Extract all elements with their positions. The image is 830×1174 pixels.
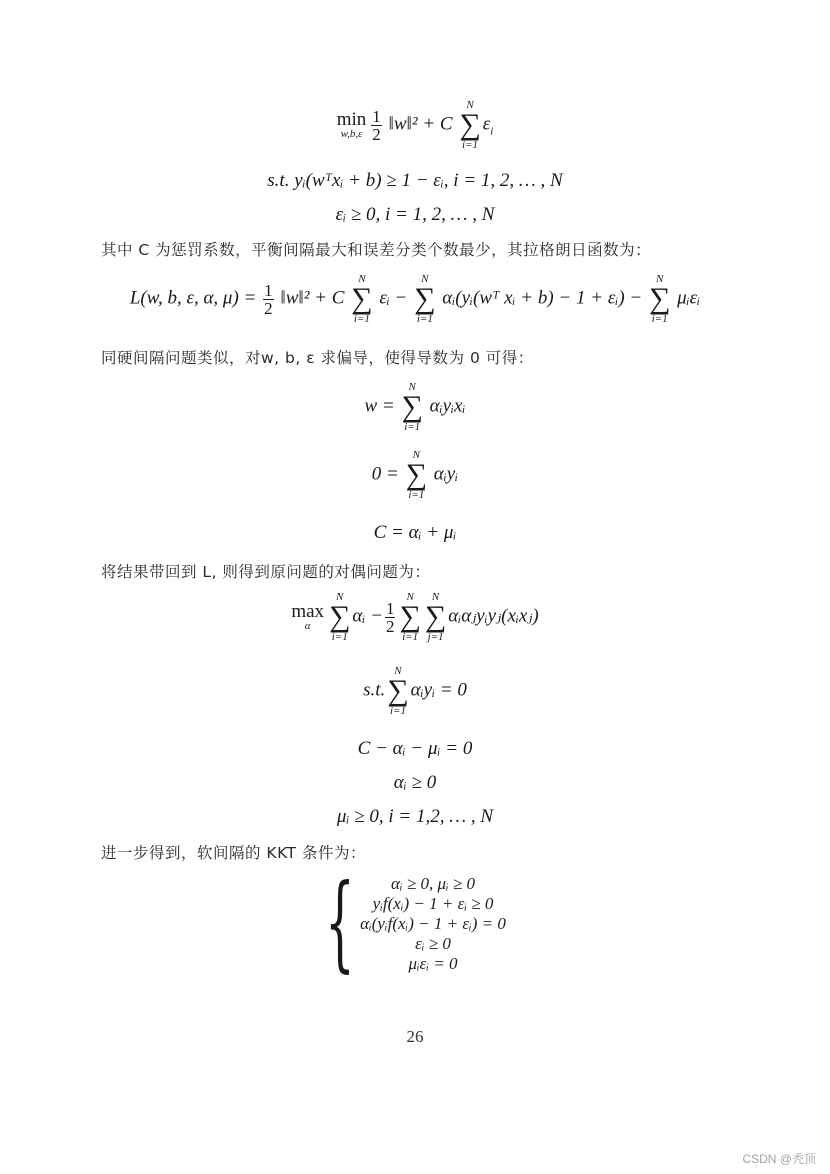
derivative-b-equation: 0 = N ∑ i=1 αᵢyᵢ [371, 449, 459, 501]
norm-term: ‖w‖² [388, 113, 418, 135]
kkt-condition: yᵢf(xᵢ) − 1 + εᵢ ≥ 0 [372, 894, 494, 913]
dual-constraint-3: αᵢ ≥ 0 [393, 772, 437, 793]
kkt-conditions-system [325, 861, 525, 983]
summation: N ∑ i=1 [405, 449, 428, 501]
min-operator: min w,b,ε [336, 108, 367, 141]
paragraph-kkt: 进一步得到，软间隔的 KKT 条件为： [101, 844, 366, 862]
page-number: 26 [406, 1027, 424, 1046]
kkt-condition: μᵢεᵢ = 0 [408, 954, 458, 973]
summation: N ∑ j=1 [424, 591, 447, 643]
summation: N ∑ i=1 [387, 665, 409, 717]
fraction-half: $\frac{1}{2}$ [385, 598, 395, 636]
kkt-condition: αᵢ ≥ 0, μᵢ ≥ 0 [391, 874, 475, 893]
summation: N ∑ i=1 [414, 273, 436, 325]
derivative-w-equation: w = N ∑ i=1 αᵢyᵢxᵢ [364, 381, 466, 433]
dual-objective-equation: max α N ∑ i=1 αᵢ − $\frac{1}{2}$ N ∑ i=1 N ∑ j=1 αᵢαⱼyᵢyⱼ(xᵢxⱼ) [291, 591, 539, 643]
kkt-condition: αᵢ(yᵢf(xᵢ) − 1 + εᵢ) = 0 [360, 914, 506, 933]
kkt-condition: εᵢ ≥ 0 [415, 934, 451, 953]
summation: N ∑ i=1 [649, 273, 671, 325]
summation: N ∑ i=1 [329, 591, 351, 643]
plus-c: + C [422, 113, 453, 135]
primal-objective-equation: min w,b,ε $\frac{1}{2}$ ‖w‖² + C N ∑ i=1 $\varepsilon_i$ [336, 99, 494, 151]
summation: N ∑ i=1 [399, 591, 421, 643]
fraction-half: $\frac{1}{2}$ [264, 280, 273, 318]
dual-constraint-4: μᵢ ≥ 0, i = 1,2, … , N [336, 806, 494, 827]
primal-constraint-2: εᵢ ≥ 0, i = 1, 2, … , N [335, 204, 495, 225]
watermark: CSDN @秃顶 [742, 1152, 816, 1166]
paragraph-dual: 将结果带回到 L, 则得到原问题的对偶问题为： [101, 563, 431, 581]
dual-constraint-2: C − αᵢ − μᵢ = 0 [357, 738, 473, 759]
max-operator: max α [291, 600, 325, 633]
primal-constraint-1: s.t. yᵢ(wᵀxᵢ + b) ≥ 1 − εᵢ, i = 1, 2, … , N [267, 170, 563, 191]
paragraph-penalty: 其中 C 为惩罚系数，平衡间隔最大和误差分类个数最少，其拉格朗日函数为： [101, 241, 652, 259]
fraction-half: $\frac{1}{2}$ [372, 106, 381, 144]
derivative-epsilon-equation: C = αᵢ + μᵢ [373, 522, 457, 543]
paragraph-partial-derivative: 同硬间隔问题类似，对w, b, ε 求偏导，使得导数为 0 可得： [101, 349, 534, 367]
summation: N ∑ i=1 [401, 381, 423, 433]
lagrangian-equation: L(w, b, ε, α, μ) = $\frac{1}{2}$ ‖w‖² + C N ∑ i=1 εᵢ − N ∑ i=1 αᵢ(yᵢ(wᵀ xᵢ + b) − 1 + εᵢ) − N ∑ i=1 μᵢεᵢ [129, 273, 701, 325]
dual-constraint-1: s.t. N ∑ i=1 αᵢyᵢ = 0 [363, 665, 467, 717]
left-brace: { [325, 861, 355, 983]
summation: N ∑ i=1 [351, 273, 373, 325]
summation: N ∑ i=1 [459, 99, 481, 151]
